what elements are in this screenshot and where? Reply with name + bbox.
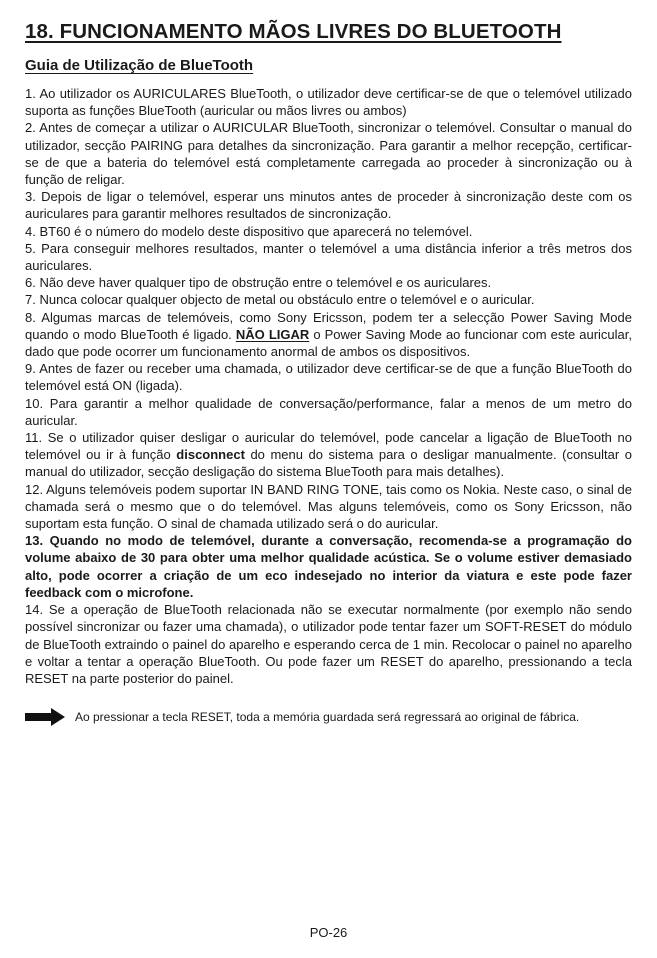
arrow-right-icon xyxy=(25,708,65,726)
page-title: 18. FUNCIONAMENTO MÃOS LIVRES DO BLUETOOTH xyxy=(25,20,562,43)
list-item-14: 14. Se a operação de BlueTooth relacionada não se executar normalmente (por exemplo não sendo possível sincronizar ou fazer uma chamada), o utilizador pode tentar fazer um SOFT-RESET do módulo de BlueTooth extraindo o painel do aparelho e esperando cerca de 1 min. Recolocar o painel no aparelho e voltar a tentar a operação BlueTooth. Ou pode fazer um RESET do aparelho, pressionando a tecla RESET na parte posterior do painel. xyxy=(25,602,632,686)
section-subtitle: Guia de Utilização de BlueTooth xyxy=(25,57,254,74)
list-item-6: 6. Não deve haver qualquer tipo de obstrução entre o telemóvel e os auriculares. xyxy=(25,275,492,291)
list-item-11 xyxy=(25,429,632,481)
list-item-7: 7. Nunca colocar qualquer objecto de metal ou obstáculo entre o telemóvel e o auricular. xyxy=(25,292,535,308)
list-item-5: 5. Para conseguir melhores resultados, manter o telemóvel a uma distância inferior a três metros dos auriculares. xyxy=(25,240,632,274)
list-item-8-text-end: o Power Saving Mode ao funcionar com este auricular, dado que pode ocorrer um funcionamento anormal de ambos os dispositivos. xyxy=(25,326,633,360)
list-item-11-text-start: 11. Se o utilizador quiser desligar o auricular do telemóvel, pode cancelar a ligação de BlueTooth no telemóvel ou ir à função xyxy=(25,430,632,463)
list-item-11-text-end: do menu do sistema para o desligar manualmente. (consultar o manual do utilizador, secção desligação do sistema BlueTooth para mais detalhes). xyxy=(25,447,632,480)
reset-note xyxy=(25,708,635,726)
list-item-2: 2. Antes de começar a utilizar o AURICULAR BlueTooth, sincronizar o telemóvel. Consultar o manual do utilizador, secção PAIRING para detalhes da sincronização. Para garantir a melhor recepção, certificar-se de que a bateria do telemóvel está completamente carregada ao proceder à sincronização ou à função de religar. xyxy=(25,120,632,188)
list-item-8 xyxy=(25,309,632,361)
list-item-1: 1. Ao utilizador os AURICULARES BlueTooth, o utilizador deve certificar-se de que o telemóvel utilizado suporta as funções BlueTooth (auricular ou mãos livres ou ambos) xyxy=(25,86,632,119)
reset-note-text: Ao pressionar a tecla RESET, toda a memória guardada será regressará ao original de fábrica. xyxy=(75,710,580,724)
warning-emphasis: NÃO LIGAR xyxy=(235,326,310,342)
list-item-10: 10. Para garantir a melhor qualidade de conversação/performance, falar a menos de um metro do auricular. xyxy=(25,395,632,428)
list-item-3: 3. Depois de ligar o telemóvel, esperar uns minutos antes de proceder à sincronização deste com os auriculares para garantir melhores resultados de sincronização. xyxy=(25,189,632,222)
document-page xyxy=(25,20,632,687)
list-item-9: 9. Antes de fazer ou receber uma chamada, o utilizador deve certificar-se de que a função BlueTooth do telemóvel está ON (ligada). xyxy=(25,361,632,394)
list-item-8-text-start: 8. Algumas marcas de telemóveis, como Sony Ericsson, podem ter a selecção Power Saving Mode quando o modo BlueTooth é ligado. xyxy=(25,309,632,342)
list-item-13: 13. Quando no modo de telemóvel, durante a conversação, recomenda-se a programação do volume abaixo de 30 para obter uma melhor qualidade acústica. Se o volume estiver demasiado alto, pode ocorrer a criação de um eco indesejado no interior da viatura e este pode fazer feedback com o microfone. xyxy=(25,533,632,600)
disconnect-keyword: disconnect xyxy=(176,447,245,463)
list-item-12: 12. Alguns telemóveis podem suportar IN BAND RING TONE, tais como os Nokia. Neste caso, o sinal de chamada será o mesmo que o do telemóvel. Mas alguns telemóveis, como os Sony Ericsson, não suportam esta função. O sinal de chamada utilizado será o do auricular. xyxy=(25,481,632,532)
list-item-4: 4. BT60 é o número do modelo deste dispositivo que aparecerá no telemóvel. xyxy=(25,223,473,239)
page-number: PO-26 xyxy=(309,925,348,940)
